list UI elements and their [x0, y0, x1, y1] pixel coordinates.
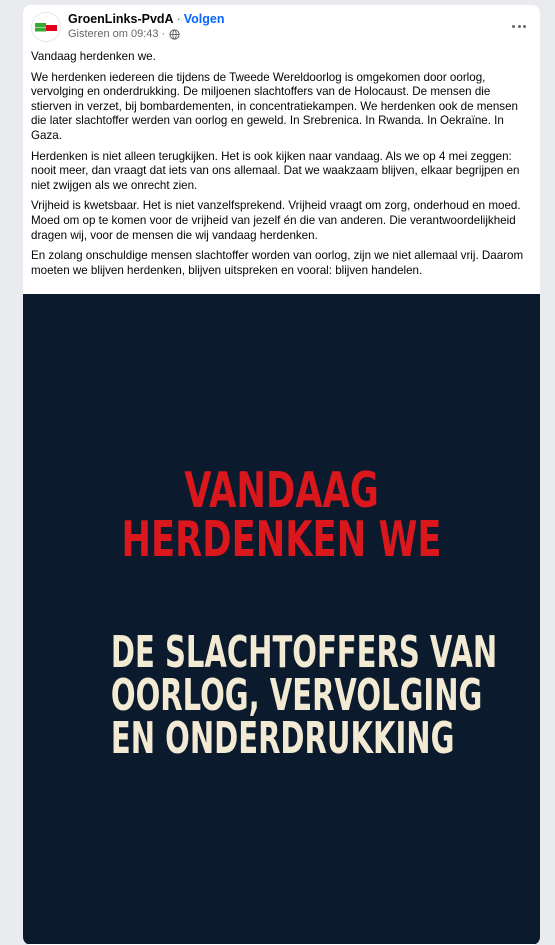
post-paragraph: We herdenken iedereen die tijdens de Tweede Wereldoorlog is omgekomen door oorlog, vervolging en onderdrukking. De miljoenen slachtoffers van de Holocaust. De mensen die stierven in verzet, bij bombardementen, in concentratiekampen. We herdenken ook de mensen die later slachtoffer werden van oorlog en geweld. In Srebrenica. In Rwanda. In Oekraïne. In Gaza. [31, 70, 518, 142]
follow-button[interactable]: Volgen [183, 12, 225, 26]
post-text [31, 50, 531, 284]
more-options-icon[interactable] [506, 13, 532, 39]
headline-cream-line: EN ONDERDRUKKING [110, 713, 455, 764]
separator-dot: · [176, 12, 181, 26]
headline-red-line: HERDENKEN WE [121, 511, 442, 568]
image-headline-red [95, 462, 467, 568]
post-header [23, 5, 540, 45]
post-image[interactable] [23, 294, 540, 944]
headline-cream-line: OORLOG, VERVOLGING [110, 670, 483, 721]
page-name-link[interactable]: GroenLinks-PvdA [68, 12, 174, 26]
post-paragraph: Vandaag herdenken we. [31, 50, 156, 63]
post-author-line [68, 11, 225, 27]
post-paragraph: En zolang onschuldige mensen slachtoffer worden van oorlog, zijn we niet allemaal vrij. Daarom moeten we blijven herdenken, blijven uitspreken en vooral: blijven handelen. [31, 249, 524, 277]
headline-red-line: VANDAAG [184, 462, 379, 519]
groenlinks-pvda-logo [32, 13, 60, 41]
headline-cream-line: DE SLACHTOFFERS VAN [110, 627, 498, 678]
post-paragraph: Herdenken is niet alleen terugkijken. Het is ook kijken naar vandaag. Als we op 4 mei zeggen: nooit meer, dan vraagt dat iets van ons allemaal. Dat we waakzaam blijven, elkaar begrijpen en niet zwijgen als we onrecht zien. [31, 149, 520, 192]
post-card [23, 5, 540, 945]
post-meta [68, 27, 180, 41]
post-paragraph: Vrijheid is kwetsbaar. Het is niet vanzelfsprekend. Vrijheid vraagt om zorg, onderhoud en moed. Moed om op te komen voor de vrijheid van jezelf én die van anderen. Die verantwoordelijkheid dragen wij, voor de mensen die wij vandaag herdenken. [31, 199, 521, 242]
audience-separator: · [161, 28, 166, 40]
page-avatar[interactable] [31, 12, 61, 42]
image-headline-cream [110, 627, 498, 764]
post-timestamp[interactable]: Gisteren om 09:43 [68, 28, 159, 40]
globe-icon [169, 29, 180, 40]
